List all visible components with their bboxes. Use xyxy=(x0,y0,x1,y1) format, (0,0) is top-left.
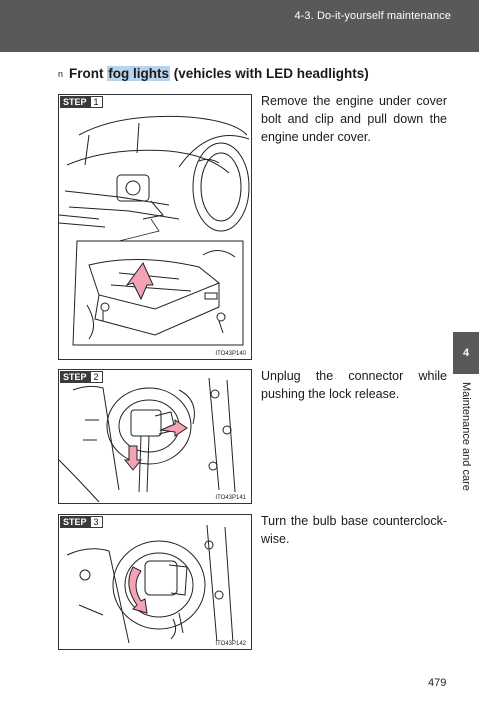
step-1-figure xyxy=(58,94,252,360)
page-number: 479 xyxy=(428,677,447,689)
connector-illustration xyxy=(59,370,251,503)
step-3-label xyxy=(60,516,103,528)
car-front-illustration xyxy=(59,95,251,359)
step-number: 2 xyxy=(90,371,103,383)
figure-code: ITO43P141 xyxy=(215,495,246,501)
step-word: STEP xyxy=(60,96,90,108)
step-word: STEP xyxy=(60,371,90,383)
header-title: 4-3. Do-it-yourself maintenance xyxy=(294,10,451,22)
figure-code: ITO43P142 xyxy=(215,641,246,647)
step-2-label xyxy=(60,371,103,383)
figure-code: ITO43P140 xyxy=(215,351,246,357)
page-header xyxy=(0,0,479,52)
section-title xyxy=(58,66,369,81)
step-word: STEP xyxy=(60,516,90,528)
chapter-tab: 4 xyxy=(453,332,479,374)
bulb-base-illustration xyxy=(59,515,251,649)
step-2-text: Unplug the connector while pushing the lock release. xyxy=(261,369,447,401)
step-number: 1 xyxy=(90,96,103,108)
step-1-text: Remove the engine under cover bolt and clip and pull down the engine under cover. xyxy=(261,94,447,144)
step-number: 3 xyxy=(90,516,103,528)
title-post: (vehicles with LED headlights) xyxy=(170,66,369,81)
step-1-label xyxy=(60,96,103,108)
title-pre: Front xyxy=(69,66,108,81)
step-3-text: Turn the bulb base counterclock-wise. xyxy=(261,514,447,546)
title-highlight: fog lights xyxy=(108,66,170,81)
chapter-label-text: Maintenance and care xyxy=(460,382,472,491)
section-bullet: n xyxy=(58,69,64,79)
step-2-figure xyxy=(58,369,252,504)
step-3-figure xyxy=(58,514,252,650)
